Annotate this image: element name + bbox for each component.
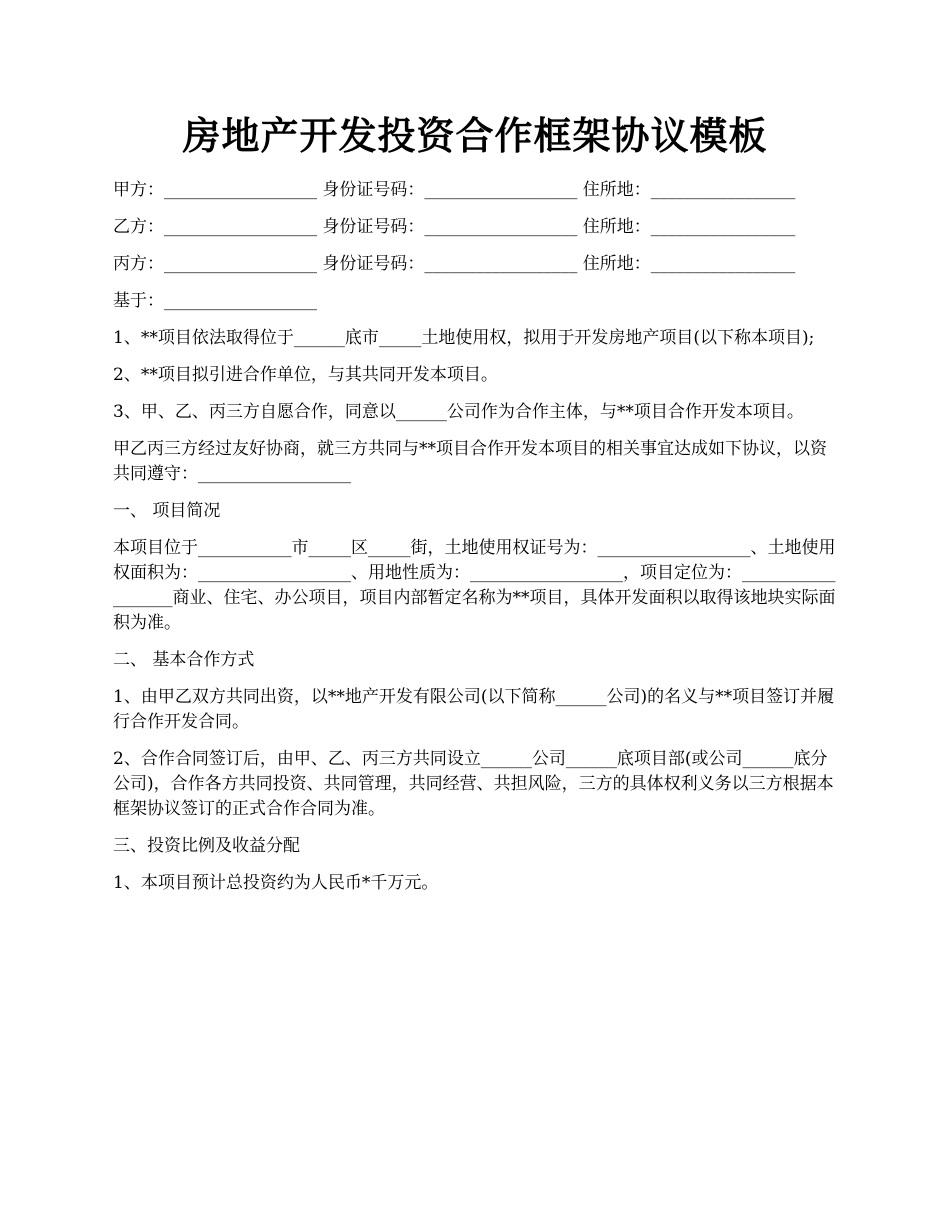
recital-2: 2、**项目拟引进合作单位，与其共同开发本项目。 [113,365,498,385]
project-overview: 本项目位于___________市_____区_____街，土地使用权证号为：__________________、土地使用权面积为：__________________、用地性质为：__________________，项目定位为：__________________商业、住宅、办公项目，项目内部暂定名称为**项目，具体开发面积以取得该地块实际面积为准。 [113,538,836,633]
section-heading-3: 三、投资比例及收益分配 [113,836,300,856]
section-heading-1: 一、 项目简况 [113,501,221,521]
agreement-intro: 甲乙丙三方经过友好协商，就三方共同与**项目合作开发本项目的相关事宜达成如下协议，以资共同遵守：__________________ [113,439,827,484]
cooperation-clause-1: 1、由甲乙双方共同出资，以**地产开发有限公司(以下简称______公司)的名义与**项目签订并履行合作开发合同。 [113,687,835,732]
document-body [113,178,841,908]
recital-3: 3、甲、乙、丙三方自愿合作，同意以______公司作为合作主体，与**项目合作开发本项目。 [113,402,804,422]
cooperation-clause-2: 2、合作合同签订后，由甲、乙、丙三方共同设立______公司______底项目部(或公司______底分公司)，合作各方共同投资、共同管理，共同经营、共担风险，三方的具体权利义务以三方根据本框架协议签订的正式合作合同为准。 [113,749,834,819]
document-title: 房地产开发投资合作框架协议模板 [182,113,768,158]
investment-clause-1: 1、本项目预计总投资约为人民币*千万元。 [113,873,439,893]
party-a-line: 甲方：__________________ 身份证号码：__________________ 住所地：_________________ [113,180,796,200]
party-b-line: 乙方：__________________ 身份证号码：__________________ 住所地：_________________ [113,217,796,237]
party-c-line: 丙方：__________________ 身份证号码：__________________ 住所地：_________________ [113,254,796,274]
section-heading-2: 二、 基本合作方式 [113,650,255,670]
basis-line: 基于：__________________ [113,291,317,311]
recital-1: 1、**项目依法取得位于______底市_____土地使用权，拟用于开发房地产项目(以下称本项目); [113,328,815,348]
